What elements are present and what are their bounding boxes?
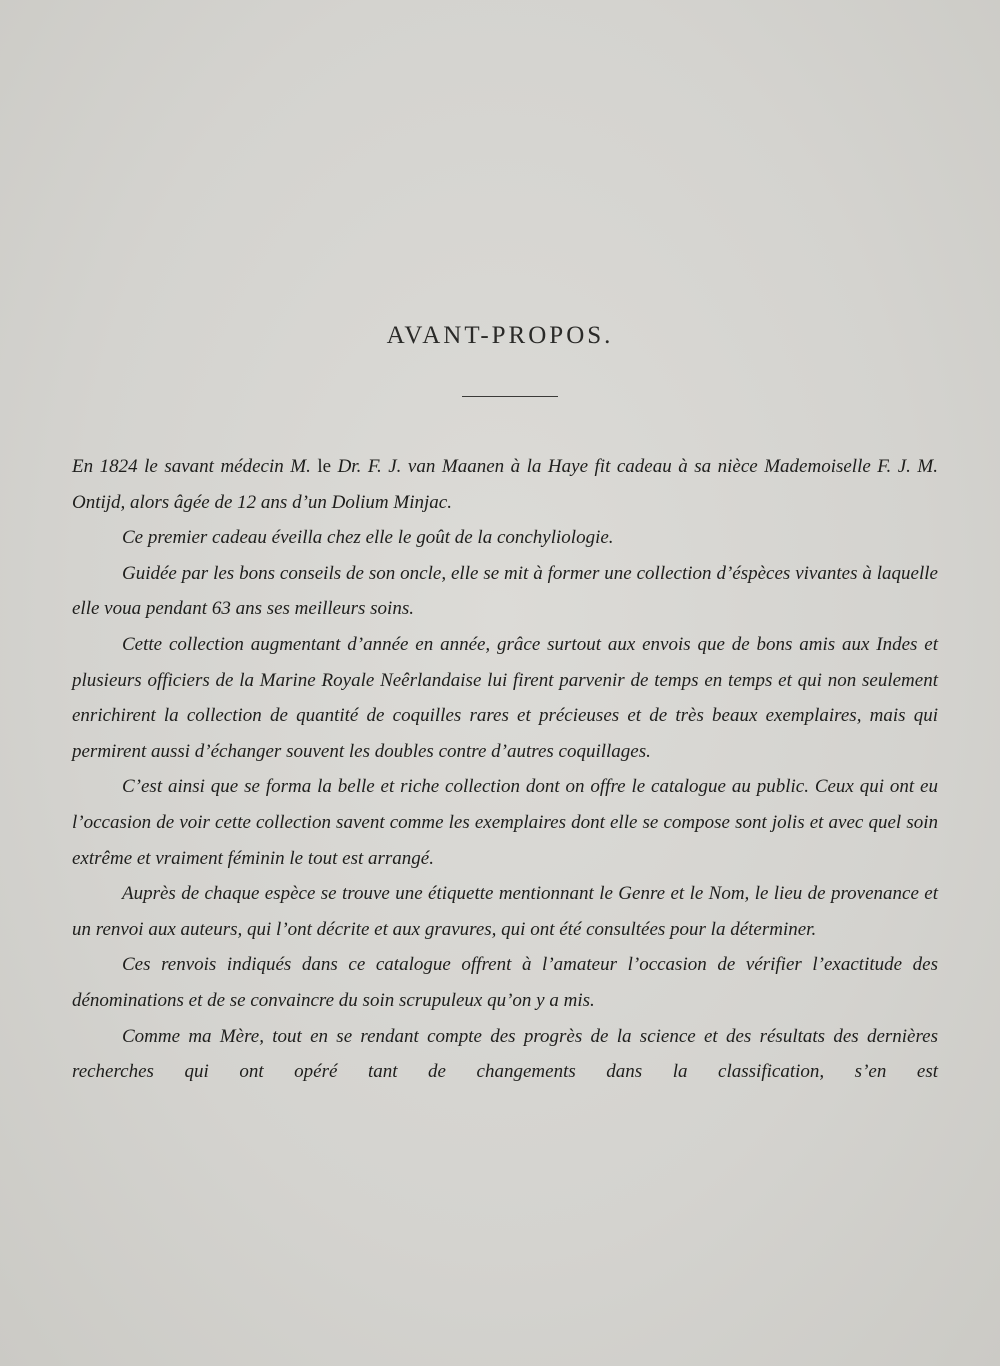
paragraph-1-upright: le	[317, 456, 332, 477]
paragraph-3: Guidée par les bons conseils de son oncle, elle se mit à former une collection d’éspèces vivantes à laquelle elle voua pendant 63 ans ses meilleurs soins.	[72, 562, 938, 620]
page-title: AVANT-PROPOS.	[386, 322, 614, 349]
paragraph-1	[72, 449, 938, 520]
paragraph-2: Ce premier cadeau éveilla chez elle le goût de la conchyliologie.	[122, 527, 614, 549]
paragraph-7: Ces renvois indiqués dans ce catalogue offrent à l’amateur l’occasion de vérifier l’exactitude des dénominations et de se convaincre du soin scrupuleux qu’on y a mis.	[72, 954, 938, 1011]
paragraph-8: Comme ma Mère, tout en se rendant compte des progrès de la science et des résultats des dernières recherches qui ont opéré tant de changements dans la classification, s’en est	[72, 1025, 938, 1083]
paragraph-6: Auprès de chaque espèce se trouve une étiquette mentionnant le Genre et le Nom, le lieu de provenance et un renvoi aux auteurs, qui l’ont décrite et aux gravures, qui ont été consultées pour la déterminer.	[72, 883, 938, 940]
paragraph-1-after: Dr. F. J. van Maanen à la Haye fit cadeau à sa nièce Mademoiselle F. J. M. Ontijd, alors âgée de 12 ans d’un Dolium Minjac.	[72, 456, 938, 513]
body-text	[72, 449, 938, 1090]
title-underline	[462, 396, 558, 397]
paragraph-4: Cette collection augmentant d’année en année, grâce surtout aux envois que de bons amis aux Indes et plusieurs officiers de la Marine Royale Neêrlandaise lui firent parvenir de temps en temps et qui non seulement enrichirent la collection de quantité de coquilles rares et précieuses et de très beaux exemplaires, mais qui permirent aussi d’échanger souvent les doubles contre d’autres coquillages.	[72, 633, 938, 762]
paragraph-5: C’est ainsi que se forma la belle et riche collection dont on offre le catalogue au public. Ceux qui ont eu l’occasion de voir cette collection savent comme les exemplaires dont elle se compose sont jolis et avec quel soin extrême et vraiment féminin le tout est arrangé.	[72, 776, 938, 869]
paragraph-1-before: En 1824 le savant médecin M.	[72, 456, 318, 477]
